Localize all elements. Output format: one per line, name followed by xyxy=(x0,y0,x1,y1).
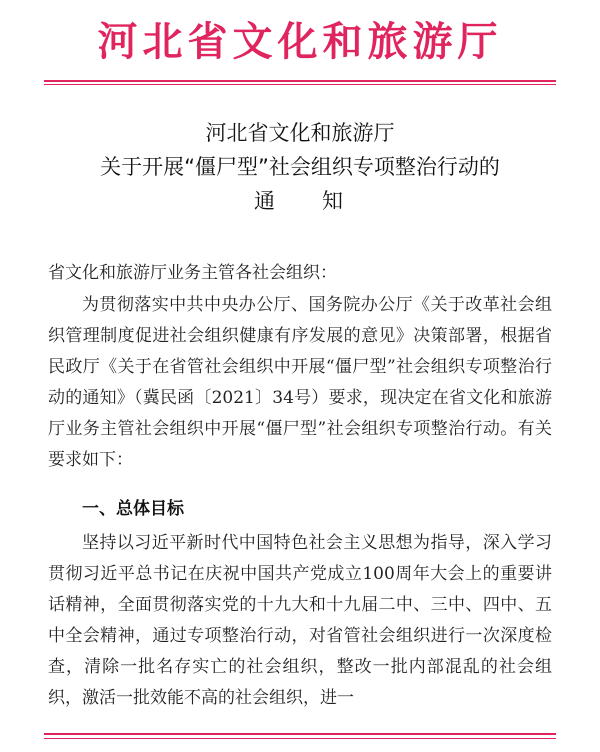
document-title-type-char-1: 通 xyxy=(254,189,278,213)
section-heading: 一、总体目标 xyxy=(82,499,184,519)
body-paragraph: 坚持以习近平新时代中国特色社会主义思想为指导，深入学习贯彻习近平总书记在庆祝中国共产党成立100周年大会上的重要讲话精神，全面贯彻落实党的十九大和十九届二中、三中、四中、五中全会精神，通过专项整治行动，对省管社会组织进行一次深度检查，清除一批名存实亡的社会组织，整改一批内部混乱的社会组织，激活一批效能不高的社会组织，进一 xyxy=(48,533,552,708)
document-title-type-char-2: 知 xyxy=(322,189,346,213)
salutation: 省文化和旅游厅业务主管各社会组织： xyxy=(48,263,337,283)
letterhead-rule-thin xyxy=(44,84,556,85)
body-paragraph: 为贯彻落实中共中央办公厅、国务院办公厅《关于改革社会组织管理制度促进社会组织健康有序发展的意见》决策部署，根据省民政厅《关于在省管社会组织中开展“僵尸型”社会组织专项整治行动的通知》（冀民函〔2021〕34号）要求，现决定在省文化和旅游厅业务主管社会组织中开展“僵尸型”社会组织专项整治行动。有关要求如下： xyxy=(48,295,552,470)
footer-rule-thin xyxy=(44,738,556,739)
letterhead-org-name: 河北省文化和旅游厅 xyxy=(97,18,503,65)
document-title-issuer: 河北省文化和旅游厅 xyxy=(205,121,395,145)
document-title-type xyxy=(0,186,600,216)
document-title-subject: 关于开展“僵尸型”社会组织专项整治行动的 xyxy=(100,155,500,179)
footer-rule-thick xyxy=(44,733,556,735)
letterhead-rule-thick xyxy=(44,80,556,82)
